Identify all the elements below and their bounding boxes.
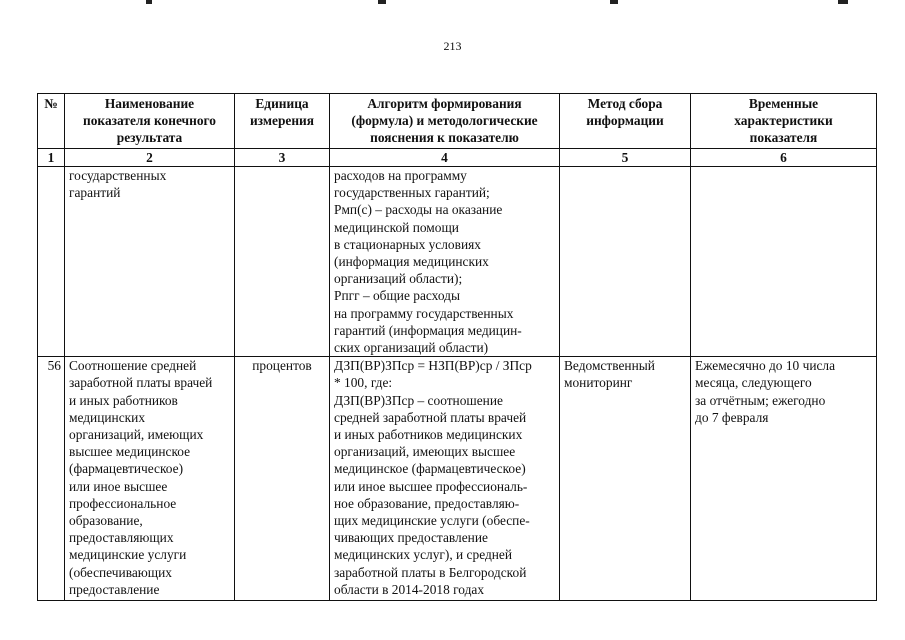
header-row xyxy=(38,94,877,149)
algorithm-cell: ДЗП(ВР)ЗПср = НЗП(ВР)ср / ЗПср * 100, где: ДЗП(ВР)ЗПср – соотношение средней заработной платы врачей и иных работников медицинских организаций, имеющих высшее медицинское (фармацевтическое) или иное высшее профессиональ- ное образование, предоставляю- щих медицинские услуги (обеспе- чивающих предоставление медицинских услуг), и средней заработной платы в Белгородской области в 2014-2018 годах xyxy=(330,357,560,601)
row-number xyxy=(38,167,65,357)
indicator-name: государственных гарантий xyxy=(65,167,235,357)
unit-cell: процентов xyxy=(235,357,330,601)
scan-mark xyxy=(838,0,848,4)
header-unit: Единица измерения xyxy=(235,94,330,149)
header-method: Метод сбора информации xyxy=(560,94,691,149)
column-number: 2 xyxy=(65,149,235,167)
header-algorithm: Алгоритм формирования (формула) и методологические пояснения к показателю xyxy=(330,94,560,149)
header-num: № xyxy=(38,94,65,149)
unit-cell xyxy=(235,167,330,357)
column-number-row xyxy=(38,149,877,167)
method-cell: Ведомственный мониторинг xyxy=(560,357,691,601)
indicator-name: Соотношение средней заработной платы врачей и иных работников медицинских организаций, имеющих высшее медицинское (фармацевтическое) или иное высшее профессиональное образование, предоставляющих медицинские услуги (обеспечивающих предоставление xyxy=(65,357,235,601)
row-number: 56 xyxy=(38,357,65,601)
scan-mark xyxy=(146,0,152,4)
method-cell xyxy=(560,167,691,357)
page-number: 213 xyxy=(443,39,462,53)
scan-mark xyxy=(610,0,618,4)
table-row xyxy=(38,167,877,357)
column-number: 1 xyxy=(38,149,65,167)
column-number: 6 xyxy=(691,149,877,167)
table-row xyxy=(38,357,877,601)
header-time: Временные характеристики показателя xyxy=(691,94,877,149)
time-cell xyxy=(691,167,877,357)
indicators-table xyxy=(37,93,877,601)
time-cell: Ежемесячно до 10 числа месяца, следующего за отчётным; ежегодно до 7 февраля xyxy=(691,357,877,601)
algorithm-cell: расходов на программу государственных гарантий; Рмп(с) – расходы на оказание медицинской помощи в стационарных условиях (информация медицинских организаций области); Рпгг – общие расходы на программу государственных гарантий (информация медицин- ских организаций области) xyxy=(330,167,560,357)
column-number: 4 xyxy=(330,149,560,167)
header-name: Наименование показателя конечного результата xyxy=(65,94,235,149)
column-number: 3 xyxy=(235,149,330,167)
scan-mark xyxy=(378,0,386,4)
column-number: 5 xyxy=(560,149,691,167)
